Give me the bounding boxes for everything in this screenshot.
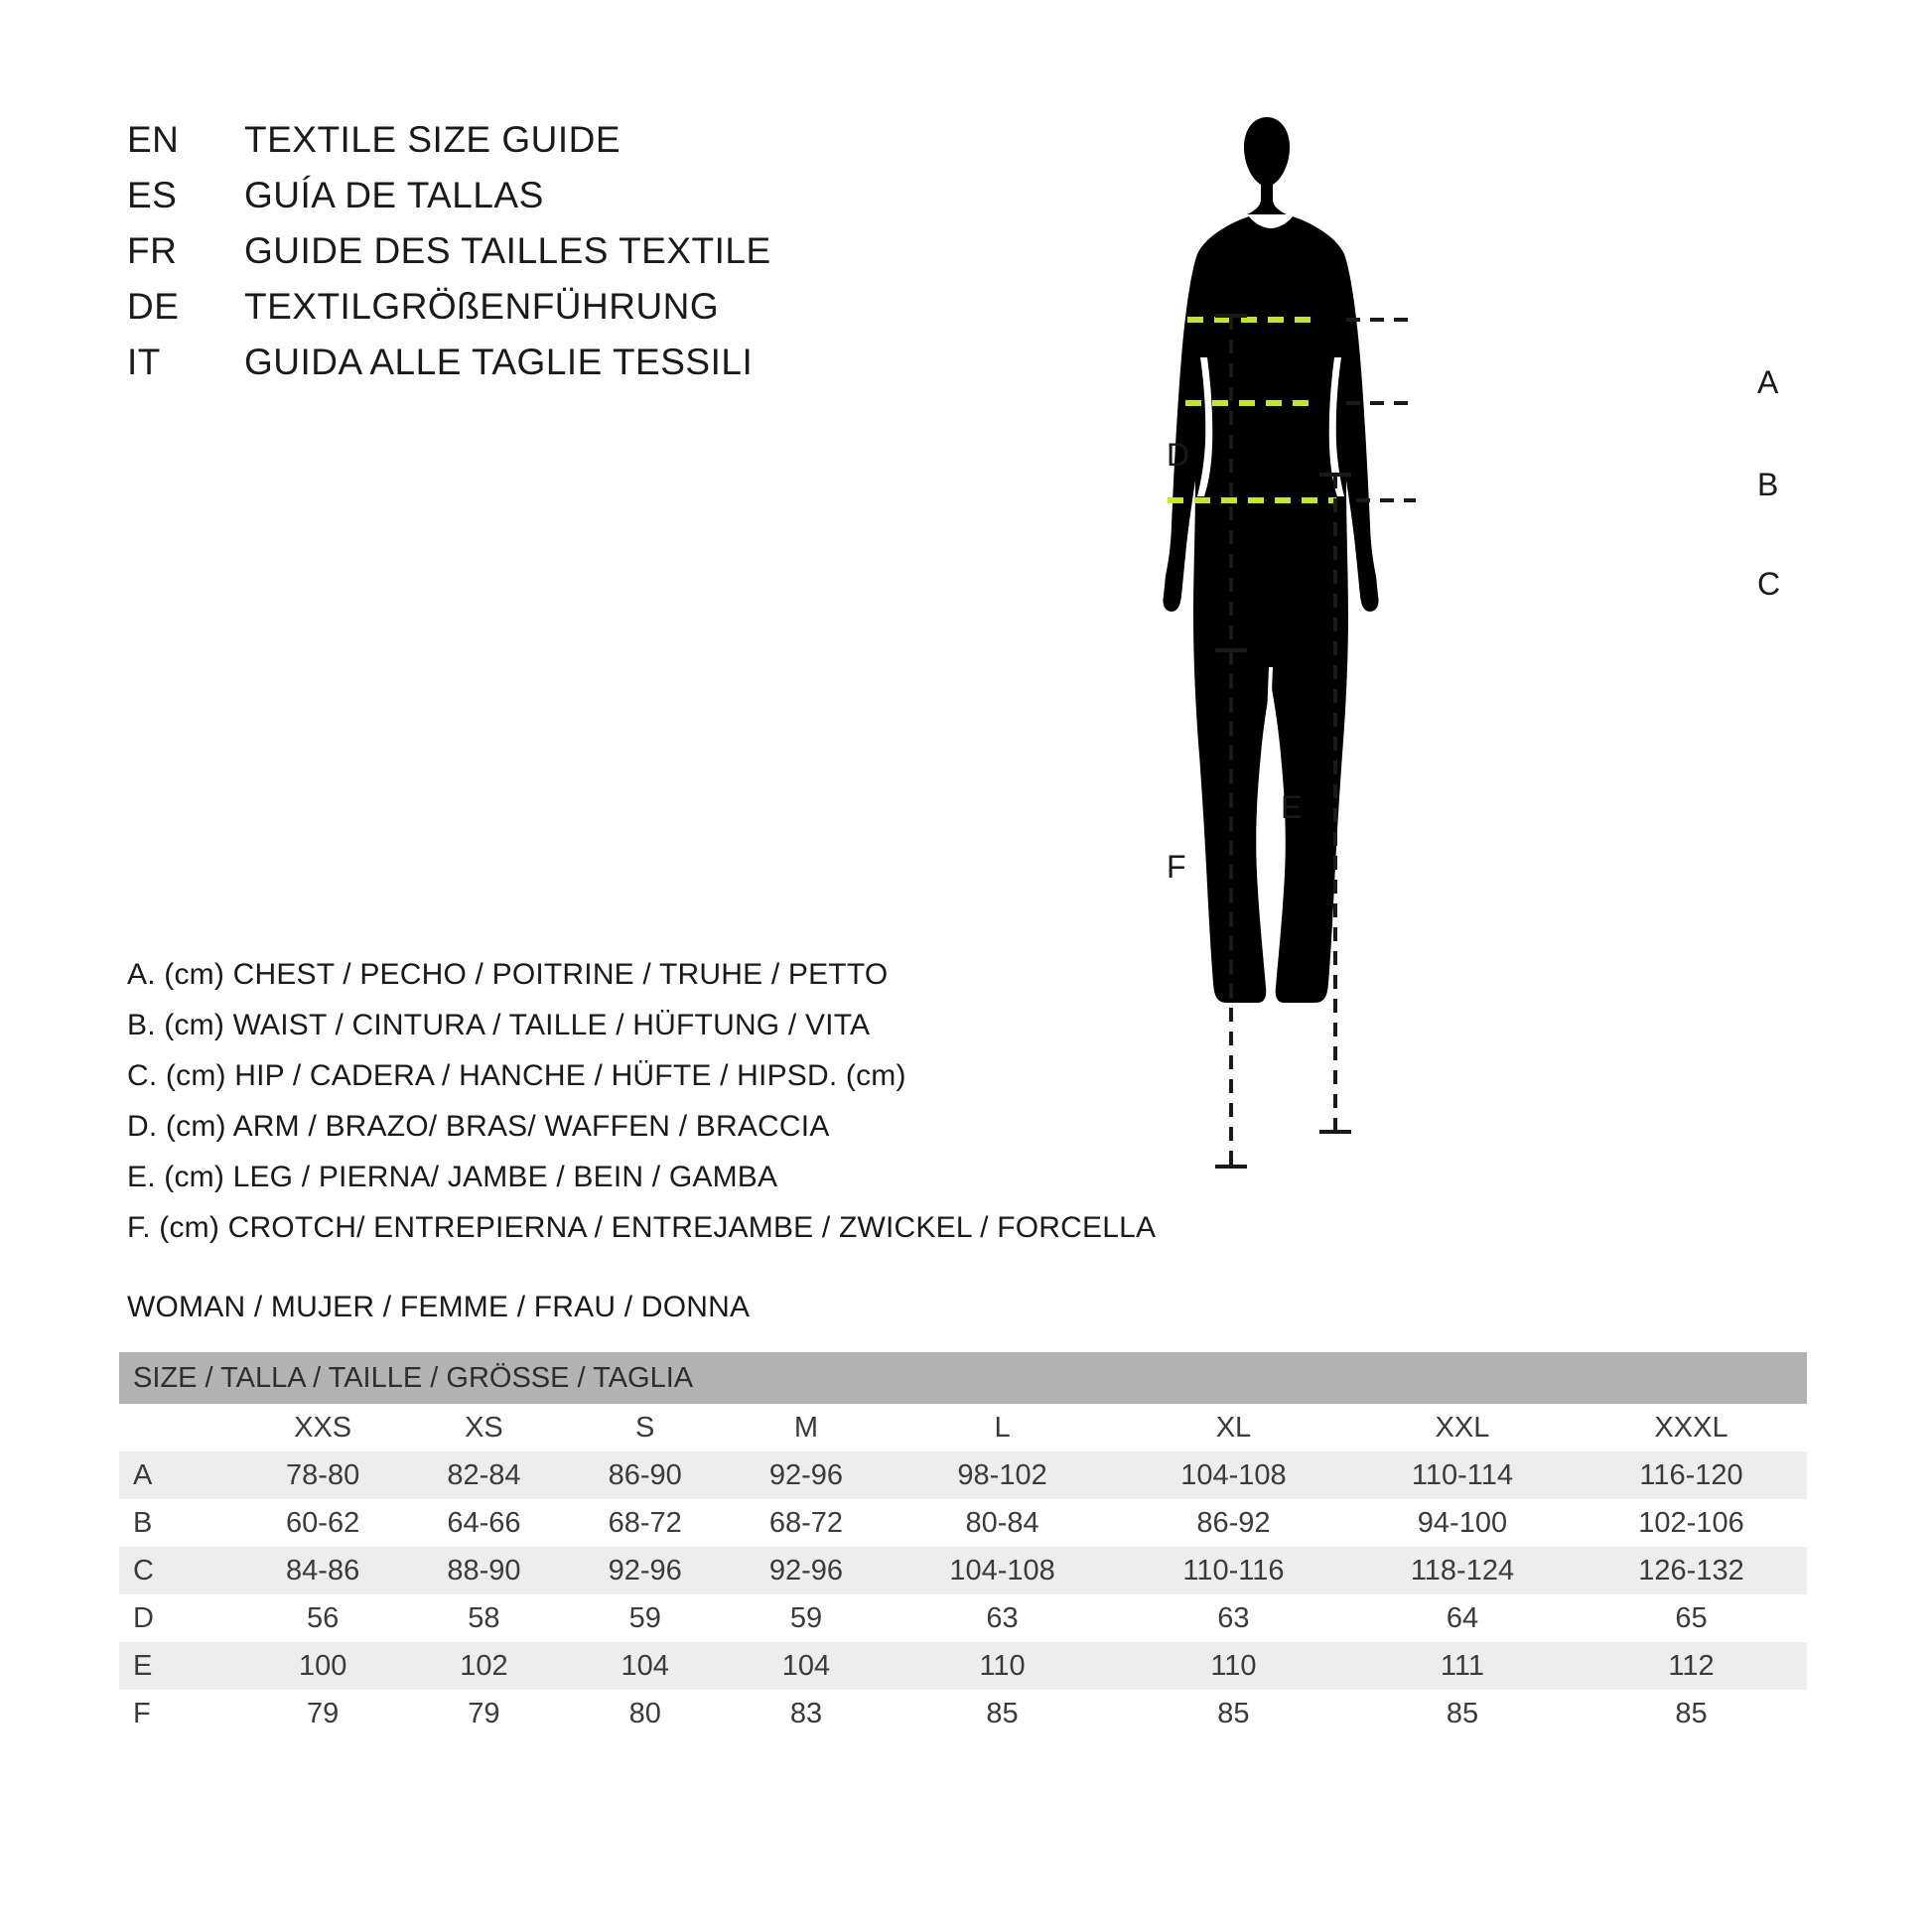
table-cell: 102 [403,1642,564,1690]
table-cell: 86-90 [565,1451,726,1499]
table-col-header: S [565,1404,726,1451]
dimension-label-b: B [1757,467,1779,502]
table-column-header-row [119,1404,1807,1451]
title-text: GUÍA DE TALLAS [244,175,544,215]
table-cell: 104-108 [887,1547,1118,1594]
table-cell: 78-80 [242,1451,403,1499]
table-cell: 63 [1118,1594,1349,1642]
title-lang-code: EN [127,119,180,160]
table-cell: 68-72 [565,1499,726,1547]
title-text: TEXTILGRÖßENFÜHRUNG [244,286,720,327]
dimension-label-a: A [1757,364,1779,400]
gender-label: WOMAN / MUJER / FEMME / FRAU / DONNA [127,1291,751,1323]
table-cell: 60-62 [242,1499,403,1547]
table-corner-cell [119,1404,242,1451]
table-row-key: B [119,1499,242,1547]
table-cell: 110-114 [1349,1451,1576,1499]
dimension-label-e: E [1281,789,1303,825]
table-cell: 56 [242,1594,403,1642]
table-cell: 104 [726,1642,887,1690]
table-cell: 80 [565,1690,726,1737]
title-row [127,342,981,383]
dimension-label-d: D [1167,437,1190,473]
table-row-key: F [119,1690,242,1737]
title-lang-code: DE [127,286,180,327]
legend-item: C. (cm) HIP / CADERA / HANCHE / HÜFTE / HIPSD. (cm) [127,1059,906,1092]
title-text: GUIDE DES TAILLES TEXTILE [244,230,771,271]
title-text: TEXTILE SIZE GUIDE [244,119,621,160]
table-cell: 100 [242,1642,403,1690]
table-cell: 80-84 [887,1499,1118,1547]
table-cell: 68-72 [726,1499,887,1547]
table-cell: 85 [1576,1690,1807,1737]
table-cell: 85 [1118,1690,1349,1737]
table-cell: 102-106 [1576,1499,1807,1547]
table-row [119,1451,1807,1499]
table-cell: 83 [726,1690,887,1737]
table-col-header: XXS [242,1404,403,1451]
table-cell: 112 [1576,1642,1807,1690]
table-cell: 88-90 [403,1547,564,1594]
legend-item: F. (cm) CROTCH/ ENTREPIERNA / ENTREJAMBE / ZWICKEL / FORCELLA [127,1211,1157,1244]
table-row [119,1690,1807,1737]
table-cell: 104 [565,1642,726,1690]
dimension-label-f: F [1167,849,1186,885]
legend-item: D. (cm) ARM / BRAZO/ BRAS/ WAFFEN / BRACCIA [127,1110,830,1143]
table-cell: 59 [726,1594,887,1642]
legend-item: E. (cm) LEG / PIERNA/ JAMBE / BEIN / GAMBA [127,1161,778,1193]
table-cell: 79 [403,1690,564,1737]
title-block [127,119,981,397]
table-cell: 116-120 [1576,1451,1807,1499]
table-cell: 59 [565,1594,726,1642]
title-text: GUIDA ALLE TAGLIE TESSILI [244,342,754,382]
table-cell: 92-96 [565,1547,726,1594]
legend-item: B. (cm) WAIST / CINTURA / TAILLE / HÜFTUNG / VITA [127,1009,871,1041]
table-col-header: XL [1118,1404,1349,1451]
title-row [127,230,981,272]
table-row [119,1594,1807,1642]
table-cell: 64-66 [403,1499,564,1547]
table-col-header: XS [403,1404,564,1451]
table-cell: 110-116 [1118,1547,1349,1594]
table-cell: 98-102 [887,1451,1118,1499]
table-cell: 58 [403,1594,564,1642]
table-cell: 111 [1349,1642,1576,1690]
table-cell: 92-96 [726,1547,887,1594]
table-cell: 86-92 [1118,1499,1349,1547]
table-cell: 118-124 [1349,1547,1576,1594]
table-cell: 85 [1349,1690,1576,1737]
title-row [127,286,981,328]
table-row-key: D [119,1594,242,1642]
table-cell: 84-86 [242,1547,403,1594]
table-row-key: A [119,1451,242,1499]
size-table [119,1352,1807,1737]
title-lang-code: IT [127,342,161,382]
table-cell: 92-96 [726,1451,887,1499]
table-band-header [119,1352,1807,1404]
table-cell: 65 [1576,1594,1807,1642]
table-cell: 110 [1118,1642,1349,1690]
table-cell: 82-84 [403,1451,564,1499]
table-row [119,1499,1807,1547]
table-cell: 63 [887,1594,1118,1642]
table-cell: 94-100 [1349,1499,1576,1547]
title-lang-code: ES [127,175,178,215]
table-cell: 126-132 [1576,1547,1807,1594]
measurement-legend [127,958,1179,1262]
body-diagram [1082,60,1857,1211]
table-col-header: L [887,1404,1118,1451]
table-col-header: M [726,1404,887,1451]
title-row [127,119,981,161]
table-row-key: E [119,1642,242,1690]
legend-item: A. (cm) CHEST / PECHO / POITRINE / TRUHE / PETTO [127,958,889,991]
table-row-key: C [119,1547,242,1594]
table-cell: 64 [1349,1594,1576,1642]
table-cell: 85 [887,1690,1118,1737]
table-col-header: XXL [1349,1404,1576,1451]
table-row [119,1547,1807,1594]
table-cell: 110 [887,1642,1118,1690]
table-row [119,1642,1807,1690]
dimension-brackets-svg [1082,60,1857,1211]
table-band-header-label: SIZE / TALLA / TAILLE / GRÖSSE / TAGLIA [119,1352,1807,1404]
table-col-header: XXXL [1576,1404,1807,1451]
dimension-label-c: C [1757,566,1781,602]
title-lang-code: FR [127,230,178,271]
table-cell: 104-108 [1118,1451,1349,1499]
title-row [127,175,981,216]
table-cell: 79 [242,1690,403,1737]
